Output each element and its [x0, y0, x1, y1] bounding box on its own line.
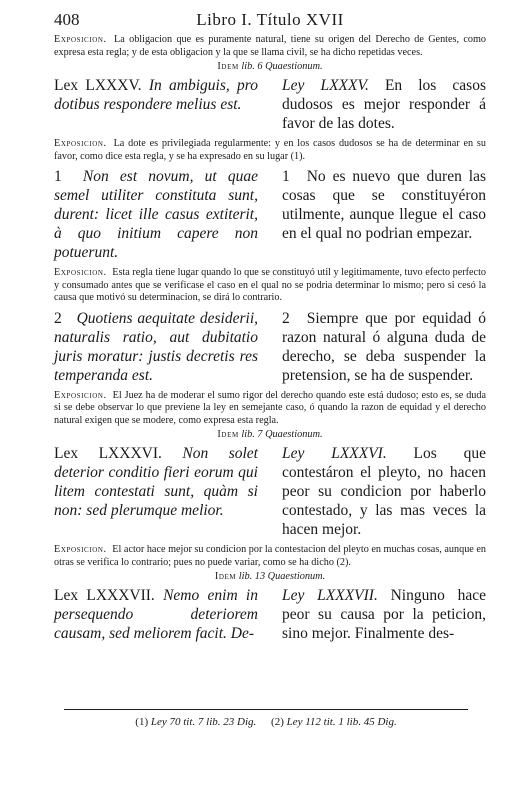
latin-law-label: Lex LXXXV. — [54, 77, 142, 94]
exposition-paragraph — [54, 34, 486, 59]
spanish-law-label: Ley LXXXVI. — [282, 445, 387, 462]
law-pair — [54, 76, 486, 133]
spanish-law-text: Siempre que por equidad ó razon natural ó alguna duda de derecho, se deba suspender la pretension, se ha de suspender. — [282, 309, 487, 384]
footnote-text: Ley 70 tit. 7 lib. 23 Dig. — [150, 716, 257, 728]
footnote — [271, 716, 397, 728]
spanish-law-label: Ley LXXXV. — [282, 77, 369, 94]
source-reference — [54, 571, 486, 582]
source-author: Idem — [217, 61, 239, 72]
rule-number: 1 — [282, 168, 290, 185]
exposition-label: Exposicion. — [54, 34, 107, 45]
source-author: Idem — [214, 571, 237, 582]
law-pair — [54, 167, 486, 262]
exposition-label: Exposicion. — [54, 138, 107, 149]
law-pair — [54, 444, 486, 539]
footnote-mark: (1) — [135, 716, 149, 728]
footnotes — [64, 716, 468, 728]
exposition-text: El Juez ha de moderar el sumo rigor del derecho quando este está dudoso; esto es, se duda si se debe observar lo que previene la ley en semejante caso, ó quando la razon de equidad y el derecho natural exigen que se modere, como expresa esta regla. — [54, 389, 487, 426]
exposition-paragraph — [54, 138, 486, 163]
page — [54, 10, 486, 648]
source-reference — [54, 429, 486, 440]
spanish-text-column — [282, 76, 486, 133]
latin-law-label: Lex LXXXVI. — [54, 445, 162, 462]
latin-law-label: Lex LXXXVII. — [54, 587, 155, 604]
spanish-law-text: Los que contestáron el pleyto, no hacen peor su condicion por haberlo contestado, y las mas veces la hacen mejor. — [282, 445, 486, 538]
page-header — [54, 10, 486, 34]
law-pair — [54, 309, 486, 385]
source-work: lib. 6 Quaestionum. — [238, 61, 323, 72]
page-number: 408 — [54, 10, 80, 29]
latin-law-text: In ambiguis, pro dotibus respondere melius est. — [54, 77, 258, 113]
latin-text-column — [54, 586, 258, 643]
spanish-law-text: En los casos dudosos es mejor responder á favor de las dotes. — [282, 77, 486, 132]
latin-text-column — [54, 167, 258, 262]
running-title: Libro I. Título XVII — [196, 10, 344, 29]
exposition-paragraph — [54, 390, 486, 428]
footnote-text: Ley 112 tit. 1 lib. 45 Dig. — [286, 716, 397, 728]
rule-number: 2 — [54, 309, 62, 327]
latin-text-column — [54, 309, 258, 385]
rule-number: 1 — [54, 168, 62, 185]
latin-text-column — [54, 444, 258, 539]
exposition-label: Exposicion. — [54, 389, 107, 401]
source-work: lib. 7 Quaestionum. — [238, 429, 323, 440]
spanish-text-column — [282, 309, 486, 385]
latin-law-text: Non solet deterior conditio fieri eorum qui litem contestati sunt, quàm si non: sed plerumque melior. — [54, 445, 258, 519]
exposition-text: Esta regla tiene lugar quando lo que se constituyó util y legitimamente, tuvo efecto perfecto y consumado antes que se verificase el caso en el qual no se podria determinar lo mismo; pero si cesó la causa que motivó su determinacion, se dirá lo contrario. — [54, 267, 486, 303]
spanish-law-label: Ley LXXXVII. — [282, 587, 378, 604]
latin-text-column — [54, 76, 258, 133]
exposition-text: La dote es privilegiada regularmente: y en los casos dudosos se ha de determinar en su favor, como dice esta regla, y se ha expresado en su lugar (1). — [54, 138, 486, 162]
exposition-text: El actor hace mejor su condicion por la contestacion del pleyto en muchas cosas, aunque en otras se verifica lo contrario; pues no puede variar, como se ha dicho (2). — [54, 544, 487, 568]
spanish-text-column — [282, 167, 486, 262]
footnote-mark: (2) — [271, 716, 284, 728]
spanish-text-column — [282, 586, 486, 643]
spanish-law-text: Ninguno hace peor su causa por la peticion, sino mejor. Finalmente des- — [282, 587, 487, 642]
latin-law-text: Nemo enim in persequendo deteriorem causam, sed meliorem facit. De- — [54, 587, 258, 642]
footnote-divider — [64, 709, 468, 710]
footnote — [135, 716, 259, 728]
latin-law-text: Non est novum, ut quae semel utiliter constituta sunt, durent: licet ille casus extiterit, à quo initium capere non potuerunt. — [54, 168, 259, 261]
source-reference — [54, 61, 486, 72]
spanish-law-text: No es nuevo que duren las cosas que se constituyéron utilmente, aunque llegue el caso en el qual no podrian empezar. — [282, 168, 486, 242]
latin-law-text: Quotiens aequitate desiderii, naturalis ratio, aut dubitatio juris moratur: justis decretis res temperanda est. — [54, 309, 258, 384]
source-work: lib. 13 Quaestionum. — [236, 571, 326, 582]
source-author: Idem — [217, 429, 239, 440]
exposition-text: La obligacion que es puramente natural, tiene su origen del Derecho de Gentes, como expresa esta regla; y de esta obligacion y la que se llama civil, se ha dicho repetidas veces. — [54, 34, 486, 58]
law-pair — [54, 586, 486, 643]
exposition-paragraph — [54, 544, 486, 569]
spanish-text-column — [282, 444, 486, 539]
exposition-paragraph — [54, 267, 486, 305]
rule-number: 2 — [282, 309, 290, 327]
exposition-label: Exposicion. — [54, 544, 107, 555]
exposition-label: Exposicion. — [54, 267, 107, 278]
